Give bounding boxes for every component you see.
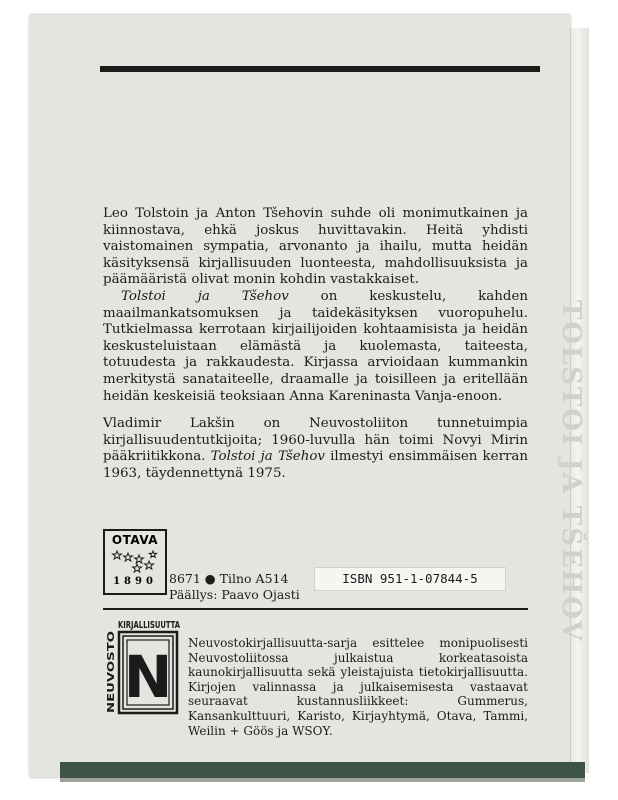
otava-logo-name: OTAVA (111, 533, 159, 547)
blurb-paragraph-2-text: on keskustelu, kahden maailmankatsomuksen ja taidekäsityksen vuoropuhelu. Tutkielmassa kerrotaan kirjailijoiden kohtaamisista ja heidän keskusteluistaan elämästä ja kuolemasta, taiteesta, totuudesta ja rakkaudesta. Kirjassa arvioidaan kummankin merkitystä sanataiteelle, draamalle ja toisilleen ja eritellään heidän keskeisiä teoksiaan Anna Kareninasta Vanja-enoon. (103, 288, 528, 404)
spine-title: TOLSTOI JA TŠEHOV (556, 300, 586, 643)
binding-band (60, 762, 585, 778)
author-paragraph-end: ilmestyi ensimmäisen kerran 1963, täydennettynä 1975. (103, 449, 528, 481)
product-code: 8671 ● Tilno A514 (169, 571, 289, 586)
series-logo (104, 617, 180, 717)
blurb-paragraph-2 (103, 289, 528, 405)
author-paragraph (103, 416, 528, 482)
top-rule (100, 66, 540, 72)
star-constellation-icon (111, 548, 159, 574)
otava-logo-year: 1890 (113, 576, 157, 587)
book-title-italic: Tolstoi ja Tšehov (121, 288, 289, 304)
book-title-italic-2: Tolstoi ja Tšehov (210, 449, 325, 465)
series-divider (103, 608, 528, 610)
book-bottom-edge (60, 778, 585, 782)
blurb-paragraph-1: Leo Tolstoin ja Anton Tšehovin suhde oli monimutkainen ja kiinnostava, ehkä joskus huvittavakin. Heitä yhdisti vaistomainen sympatia, arvonanto ja ihailu, mutta heidän käsityksensä kirjallisuuden luonteesta, mahdollisuuksista ja päämääristä olivat monin kohdin vastakkaiset. (103, 206, 528, 288)
series-logo-letter: N (123, 643, 173, 711)
series-logo-horizontal-text: KIRJALLISUUTTA (118, 620, 181, 631)
author-paragraph-start: Vladimir Lakšin on Neuvostoliiton tunnetuimpia kirjallisuudentutkijoita; 1960-luvulla hän toimi Novyi Mirin pääkriitikkona. (103, 416, 528, 465)
cover-credit: Päällys: Paavo Ojasti (169, 587, 300, 602)
blurb-text (103, 206, 528, 483)
isbn-label: ISBN 951-1-07844-5 (314, 567, 506, 591)
otava-logo (103, 529, 167, 595)
series-logo-vertical-text: NEUVOSTO (106, 654, 117, 713)
series-description: Neuvostokirjallisuutta-sarja esittelee monipuolisesti Neuvostoliitossa julkaistua korkeatasoista kaunokirjallisuutta sekä yleistajuista tietokirjallisuutta. Kirjojen valinnassa ja julkaisemisesta vastaavat seuraavat kustannusliikkeet: Gummerus, Kansankulttuuri, Karisto, Kirjayhtymä, Otava, Tammi, Weilin + Göös ja WSOY. (188, 636, 528, 738)
publication-info (169, 571, 300, 603)
